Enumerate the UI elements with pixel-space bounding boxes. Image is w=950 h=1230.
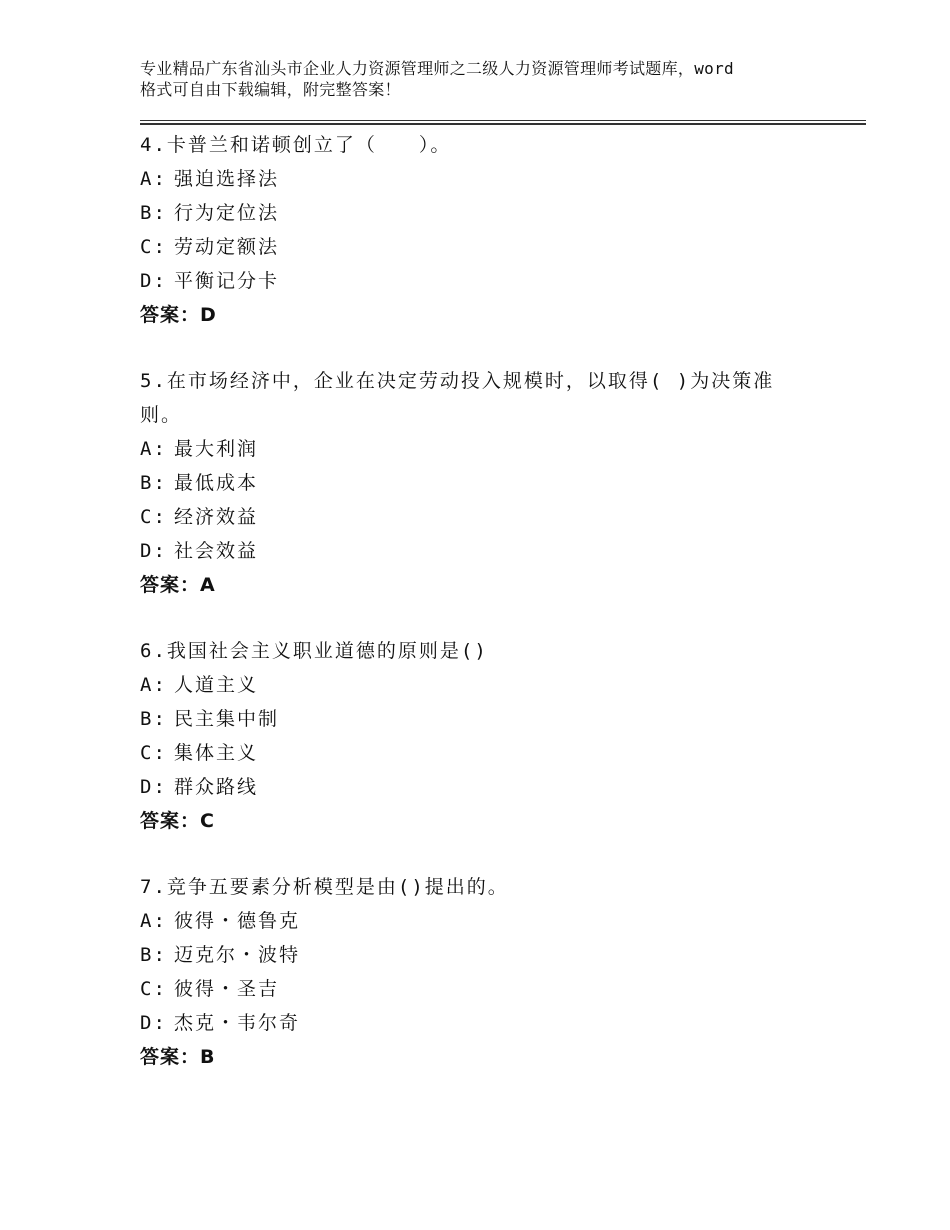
- option-text: 彼得・圣吉: [174, 978, 280, 1000]
- option-key: C:: [140, 742, 167, 764]
- option-a: [140, 904, 840, 938]
- option-key: A:: [140, 910, 167, 932]
- header-divider: [140, 120, 866, 125]
- header-title-line-1: 专业精品广东省汕头市企业人力资源管理师之二级人力资源管理师考试题库，word: [140, 59, 734, 78]
- option-key: C:: [140, 506, 167, 528]
- option-key: D:: [140, 540, 167, 562]
- option-text: 人道主义: [174, 674, 259, 696]
- option-text: 最低成本: [174, 472, 259, 494]
- option-text: 行为定位法: [174, 202, 280, 224]
- option-text: 劳动定额法: [174, 236, 280, 258]
- option-b: [140, 938, 840, 972]
- option-b: [140, 702, 840, 736]
- option-text: 经济效益: [174, 506, 259, 528]
- answer-line: 答案：B: [140, 1046, 216, 1068]
- option-text: 杰克・韦尔奇: [174, 1012, 301, 1034]
- option-a: [140, 432, 840, 466]
- question-item: [140, 634, 840, 838]
- option-key: B:: [140, 202, 167, 224]
- option-key: A:: [140, 438, 167, 460]
- option-text: 民主集中制: [174, 708, 280, 730]
- document-header: [140, 58, 830, 100]
- option-text: 集体主义: [174, 742, 259, 764]
- option-key: B:: [140, 944, 167, 966]
- option-text: 平衡记分卡: [174, 270, 280, 292]
- option-d: [140, 770, 840, 804]
- answer-line: 答案：C: [140, 810, 215, 832]
- option-c: [140, 230, 840, 264]
- question-list: [140, 128, 840, 1106]
- option-d: [140, 264, 840, 298]
- option-key: C:: [140, 978, 167, 1000]
- option-key: D:: [140, 1012, 167, 1034]
- option-key: B:: [140, 472, 167, 494]
- option-text: 强迫选择法: [174, 168, 280, 190]
- answer-line: 答案：A: [140, 574, 216, 596]
- question-item: [140, 364, 840, 602]
- option-b: [140, 196, 840, 230]
- option-a: [140, 668, 840, 702]
- option-c: [140, 500, 840, 534]
- option-d: [140, 1006, 840, 1040]
- option-d: [140, 534, 840, 568]
- option-c: [140, 972, 840, 1006]
- question-text: 4.卡普兰和诺顿创立了（ ）。: [140, 134, 452, 156]
- option-b: [140, 466, 840, 500]
- question-item: [140, 870, 840, 1074]
- question-text: 5.在市场经济中，企业在决定劳动投入规模时，以取得( )为决策准则。: [140, 370, 775, 426]
- option-a: [140, 162, 840, 196]
- option-text: 社会效益: [174, 540, 259, 562]
- option-text: 彼得・德鲁克: [174, 910, 301, 932]
- question-item: [140, 128, 840, 332]
- option-text: 迈克尔・波特: [174, 944, 301, 966]
- option-key: D:: [140, 270, 167, 292]
- option-key: A:: [140, 168, 167, 190]
- answer-line: 答案：D: [140, 304, 217, 326]
- option-text: 群众路线: [174, 776, 259, 798]
- option-key: C:: [140, 236, 167, 258]
- header-title-line-2: 格式可自由下载编辑，附完整答案！: [140, 80, 401, 99]
- option-key: A:: [140, 674, 167, 696]
- option-text: 最大利润: [174, 438, 259, 460]
- question-text: 6.我国社会主义职业道德的原则是(): [140, 640, 488, 662]
- option-key: D:: [140, 776, 167, 798]
- option-key: B:: [140, 708, 167, 730]
- question-text: 7.竞争五要素分析模型是由()提出的。: [140, 876, 509, 898]
- option-c: [140, 736, 840, 770]
